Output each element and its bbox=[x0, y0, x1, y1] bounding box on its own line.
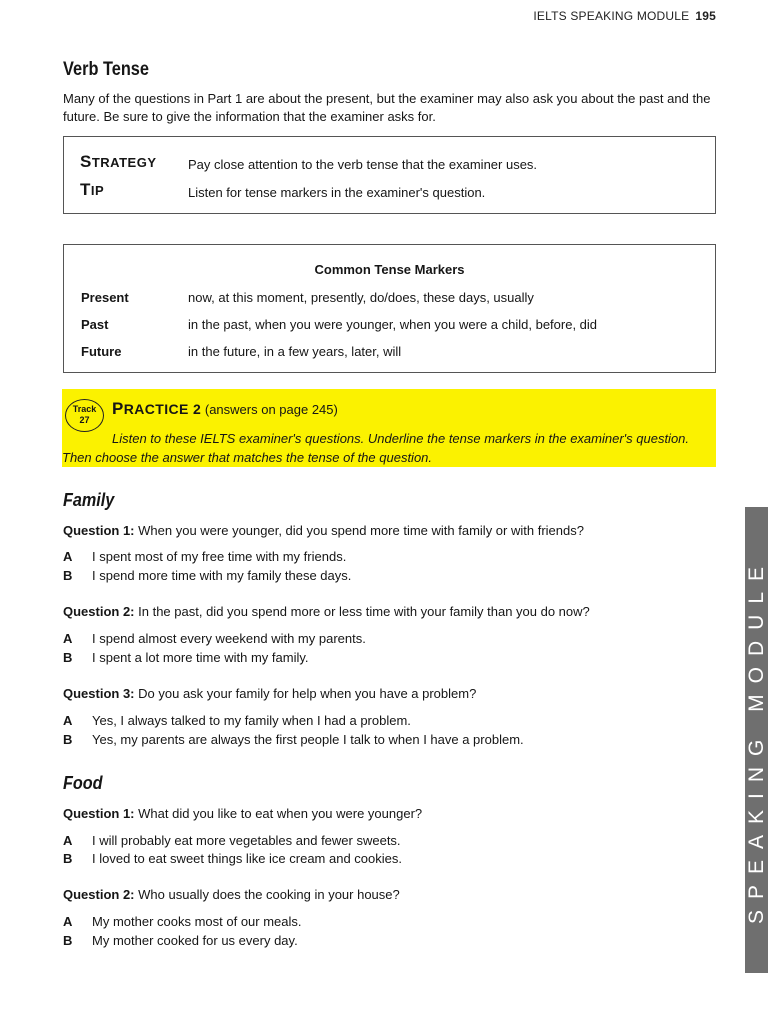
marker-text-past: in the past, when you were younger, when you were a child, before, did bbox=[188, 317, 598, 332]
markers-title: Common Tense Markers bbox=[314, 262, 465, 277]
family-question-2: Question 2: In the past, did you spend more or less time with your family than you do now? bbox=[63, 604, 590, 619]
food-question-2: Question 2: Who usually does the cooking in your house? bbox=[63, 887, 400, 902]
module-name: IELTS SPEAKING MODULE bbox=[533, 9, 690, 23]
tip-label: TIP bbox=[80, 180, 105, 199]
strategy-line-1: Pay close attention to the verb tense that the examiner uses. bbox=[188, 157, 538, 172]
family-q2-option-a: A I spend almost every weekend with my parents. bbox=[63, 631, 366, 646]
family-question-1: Question 1: When you were younger, did you spend more time with family or with friends? bbox=[63, 523, 584, 538]
food-q1-option-b: B I loved to eat sweet things like ice cream and cookies. bbox=[63, 851, 402, 866]
strategy-line-2: Listen for tense markers in the examiner's question. bbox=[188, 185, 486, 200]
family-q1-option-a: A I spent most of my free time with my friends. bbox=[63, 549, 347, 564]
food-heading: Food bbox=[63, 773, 103, 793]
family-q3-option-b: B Yes, my parents are always the first people I talk to when I have a problem. bbox=[63, 732, 524, 747]
family-q1-option-b: B I spend more time with my family these days. bbox=[63, 568, 352, 583]
strategy-label: STRATEGY bbox=[80, 152, 157, 171]
running-head bbox=[533, 9, 716, 23]
answers-note: (answers on page 245) bbox=[204, 402, 338, 417]
tense-markers-box bbox=[63, 244, 716, 373]
marker-text-future: in the future, in a few years, later, will bbox=[188, 344, 402, 359]
food-q2-option-b: B My mother cooked for us every day. bbox=[63, 933, 298, 948]
practice-heading: PRACTICE 2 (answers on page 245) bbox=[112, 399, 338, 418]
marker-label-present: Present bbox=[81, 290, 129, 305]
strategy-tip-box bbox=[63, 136, 716, 214]
section-title: Verb Tense bbox=[63, 59, 149, 80]
side-tab bbox=[745, 507, 768, 973]
family-question-3: Question 3: Do you ask your family for help when you have a problem? bbox=[63, 686, 477, 701]
family-heading: Family bbox=[63, 490, 115, 510]
side-tab-label: SPEAKING MODULE bbox=[744, 555, 768, 925]
family-q3-option-a: A Yes, I always talked to my family when I had a problem. bbox=[63, 713, 411, 728]
food-q2-option-a: A My mother cooks most of our meals. bbox=[63, 914, 302, 929]
marker-text-present: now, at this moment, presently, do/does, these days, usually bbox=[188, 290, 534, 305]
audio-track-icon: Track 27 bbox=[65, 399, 104, 432]
food-question-1: Question 1: What did you like to eat when you were younger? bbox=[63, 806, 423, 821]
food-q1-option-a: A I will probably eat more vegetables and fewer sweets. bbox=[63, 833, 401, 848]
practice-instructions: Listen to these IELTS examiner's questions. Underline the tense markers in the examiner's question. Then choose the answer that matches the tense of the question. bbox=[62, 431, 690, 465]
marker-label-future: Future bbox=[81, 344, 122, 359]
marker-label-past: Past bbox=[81, 317, 109, 332]
family-q2-option-b: B I spent a lot more time with my family. bbox=[63, 650, 309, 665]
practice-banner bbox=[62, 389, 716, 467]
page-number: 195 bbox=[695, 9, 716, 23]
intro-paragraph: Many of the questions in Part 1 are about the present, but the examiner may also ask you about the past and the future. Be sure to give the information that the examiner asks for. bbox=[63, 91, 711, 124]
